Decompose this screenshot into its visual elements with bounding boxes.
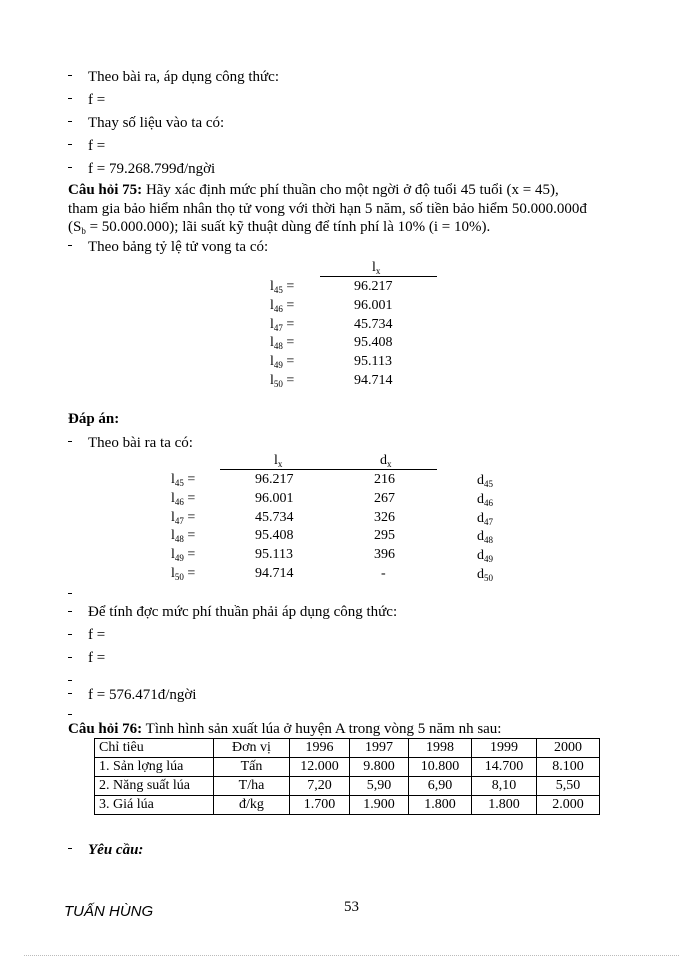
table-header-cell: 1997 bbox=[350, 739, 409, 758]
q76-label: Câu hỏi 76: bbox=[68, 721, 143, 737]
q75-row-label: $l_{47}$ = bbox=[270, 317, 295, 333]
answer-heading: Đáp án: bbox=[68, 411, 120, 427]
bullet-dash bbox=[68, 714, 72, 715]
q75-label: Câu hỏi 75: bbox=[68, 182, 143, 198]
answer-row-l: 96.217 bbox=[255, 472, 294, 487]
table-header-cell: 2000 bbox=[537, 739, 600, 758]
answer-row-d: 216 bbox=[374, 472, 395, 487]
answer-row-label: $l_{46}$ = bbox=[171, 491, 196, 507]
intro-line: Thay số liệu vào ta có: bbox=[88, 115, 225, 131]
bullet-dash bbox=[68, 634, 72, 635]
intro-line: f = bbox=[88, 138, 106, 154]
bullet-dash bbox=[68, 167, 72, 168]
q75-row-label: $l_{46}$ = bbox=[270, 298, 295, 314]
bullet-dash bbox=[68, 593, 72, 594]
table-cell: T/ha bbox=[214, 777, 290, 796]
q75-line-2: tham gia bảo hiểm nhân thọ tử vong với thời hạn 5 năm, số tiền bảo hiểm 50.000.000đ bbox=[68, 201, 587, 217]
table-cell: 1.800 bbox=[409, 796, 472, 815]
table-cell: 8.100 bbox=[537, 758, 600, 777]
table-cell: 1. Sản lợng lúa bbox=[95, 758, 214, 777]
table-header-cell: 1999 bbox=[472, 739, 537, 758]
table-row bbox=[95, 796, 600, 815]
table-cell: 2.000 bbox=[537, 796, 600, 815]
table-cell: 1.700 bbox=[290, 796, 350, 815]
q75-text3: (S bbox=[68, 219, 82, 235]
q76-line bbox=[68, 720, 501, 738]
q76-text: Tình hình sản xuất lúa ở huyện A trong vòng 5 năm nh sau: bbox=[142, 721, 502, 737]
table-cell: 12.000 bbox=[290, 758, 350, 777]
bullet-dash bbox=[68, 121, 72, 122]
requirement-label: Yêu cầu: bbox=[88, 842, 144, 858]
q75-row-value: 95.113 bbox=[354, 354, 392, 369]
page-number: 53 bbox=[344, 899, 359, 915]
table-cell: 6,90 bbox=[409, 777, 472, 796]
q75-row-label: $l_{50}$ = bbox=[270, 373, 295, 389]
answer-intro: Theo bài ra ta có: bbox=[88, 435, 193, 451]
intro-line: Theo bài ra, áp dụng công thức: bbox=[88, 69, 279, 85]
table-cell: 9.800 bbox=[350, 758, 409, 777]
col-l: l bbox=[372, 260, 376, 275]
bullet-dash bbox=[68, 245, 72, 246]
q75-row-label: $l_{49}$ = bbox=[270, 354, 295, 370]
q75-row-value: 94.714 bbox=[354, 373, 393, 388]
answer-col-l-header: $l_x$ bbox=[274, 453, 283, 469]
q75-text: Hãy xác định mức phí thuần cho một ngời ở độ tuổi 45 tuổi (x = 45), bbox=[142, 182, 559, 198]
bullet-dash bbox=[68, 657, 72, 658]
q75-row-label: $l_{45}$ = bbox=[270, 279, 295, 295]
rice-production-table bbox=[94, 738, 600, 815]
footer-author: TUẤN HÙNG bbox=[64, 903, 154, 920]
answer-row-dlabel: $d_{46}$ bbox=[477, 492, 493, 508]
table-header-cell: 1996 bbox=[290, 739, 350, 758]
answer-row-dlabel: $d_{50}$ bbox=[477, 567, 493, 583]
table-header-cell: Chỉ tiêu bbox=[95, 739, 214, 758]
table-row bbox=[95, 777, 600, 796]
q75-row-value: 95.408 bbox=[354, 335, 393, 350]
bullet-dash bbox=[68, 693, 72, 694]
q75-text3-rest: = 50.000.000); lãi suất kỹ thuật dùng để tính phí là 10% (i = 10%). bbox=[85, 219, 491, 235]
answer-row-l: 96.001 bbox=[255, 491, 294, 506]
table-row bbox=[95, 758, 600, 777]
table-cell: 2. Năng suất lúa bbox=[95, 777, 214, 796]
answer-line: f = bbox=[88, 650, 106, 666]
answer-header-rule bbox=[220, 469, 437, 470]
q75-row-value: 45.734 bbox=[354, 317, 393, 332]
table-cell: đ/kg bbox=[214, 796, 290, 815]
answer-row-l: 95.408 bbox=[255, 528, 294, 543]
table-cell: 14.700 bbox=[472, 758, 537, 777]
answer-line: f = bbox=[88, 627, 106, 643]
answer-col-d-header: $d_x$ bbox=[380, 453, 392, 469]
answer-row-d: 396 bbox=[374, 547, 395, 562]
bullet-dash bbox=[68, 144, 72, 145]
q75-line-1 bbox=[68, 181, 559, 199]
table-cell: 5,90 bbox=[350, 777, 409, 796]
bullet-dash bbox=[68, 98, 72, 99]
bullet-dash bbox=[68, 75, 72, 76]
bullet-dash bbox=[68, 441, 72, 442]
answer-row-dlabel: $d_{49}$ bbox=[477, 548, 493, 564]
q75-sub: b bbox=[81, 226, 86, 236]
table-header-cell: Đơn vị bbox=[214, 739, 290, 758]
answer-row-label: $l_{45}$ = bbox=[171, 472, 196, 488]
bullet-dash bbox=[68, 611, 72, 612]
table-cell: 3. Giá lúa bbox=[95, 796, 214, 815]
q75-line-3 bbox=[68, 218, 490, 240]
answer-row-l: 94.714 bbox=[255, 566, 294, 581]
table-cell: 1.900 bbox=[350, 796, 409, 815]
page-bottom-divider bbox=[24, 955, 679, 956]
col-l-sub: x bbox=[375, 266, 381, 276]
q75-row-label: $l_{48}$ = bbox=[270, 335, 295, 351]
answer-row-label: $l_{49}$ = bbox=[171, 547, 196, 563]
answer-line: Để tính đợc mức phí thuần phải áp dụng công thức: bbox=[88, 604, 398, 620]
answer-row-label: $l_{48}$ = bbox=[171, 528, 196, 544]
table-cell: 5,50 bbox=[537, 777, 600, 796]
table-cell: 8,10 bbox=[472, 777, 537, 796]
answer-row-d: 326 bbox=[374, 510, 395, 525]
intro-line: f = 79.268.799đ/ngời bbox=[88, 161, 216, 177]
q75-header-rule bbox=[320, 276, 437, 277]
answer-row-d: 295 bbox=[374, 528, 395, 543]
table-cell: 7,20 bbox=[290, 777, 350, 796]
table-cell: 10.800 bbox=[409, 758, 472, 777]
table-cell: 1.800 bbox=[472, 796, 537, 815]
answer-row-dlabel: $d_{47}$ bbox=[477, 511, 493, 527]
answer-row-l: 45.734 bbox=[255, 510, 294, 525]
table-cell: Tấn bbox=[214, 758, 290, 777]
answer-row-dlabel: $d_{48}$ bbox=[477, 529, 493, 545]
answer-row-d: - bbox=[381, 566, 386, 581]
answer-row-label: $l_{50}$ = bbox=[171, 566, 196, 582]
answer-row-d: 267 bbox=[374, 491, 395, 506]
table-header-cell: 1998 bbox=[409, 739, 472, 758]
answer-row-l: 95.113 bbox=[255, 547, 293, 562]
intro-line: f = bbox=[88, 92, 106, 108]
answer-row-label: $l_{47}$ = bbox=[171, 510, 196, 526]
q75-row-value: 96.001 bbox=[354, 298, 393, 313]
bullet-dash bbox=[68, 848, 72, 849]
answer-line: f = 576.471đ/ngời bbox=[88, 687, 197, 703]
q75-row-value: 96.217 bbox=[354, 279, 393, 294]
table-header-row bbox=[95, 739, 600, 758]
bullet-dash bbox=[68, 680, 72, 681]
q75-table-intro: Theo bảng tỷ lệ tử vong ta có: bbox=[88, 239, 269, 255]
answer-row-dlabel: $d_{45}$ bbox=[477, 473, 493, 489]
